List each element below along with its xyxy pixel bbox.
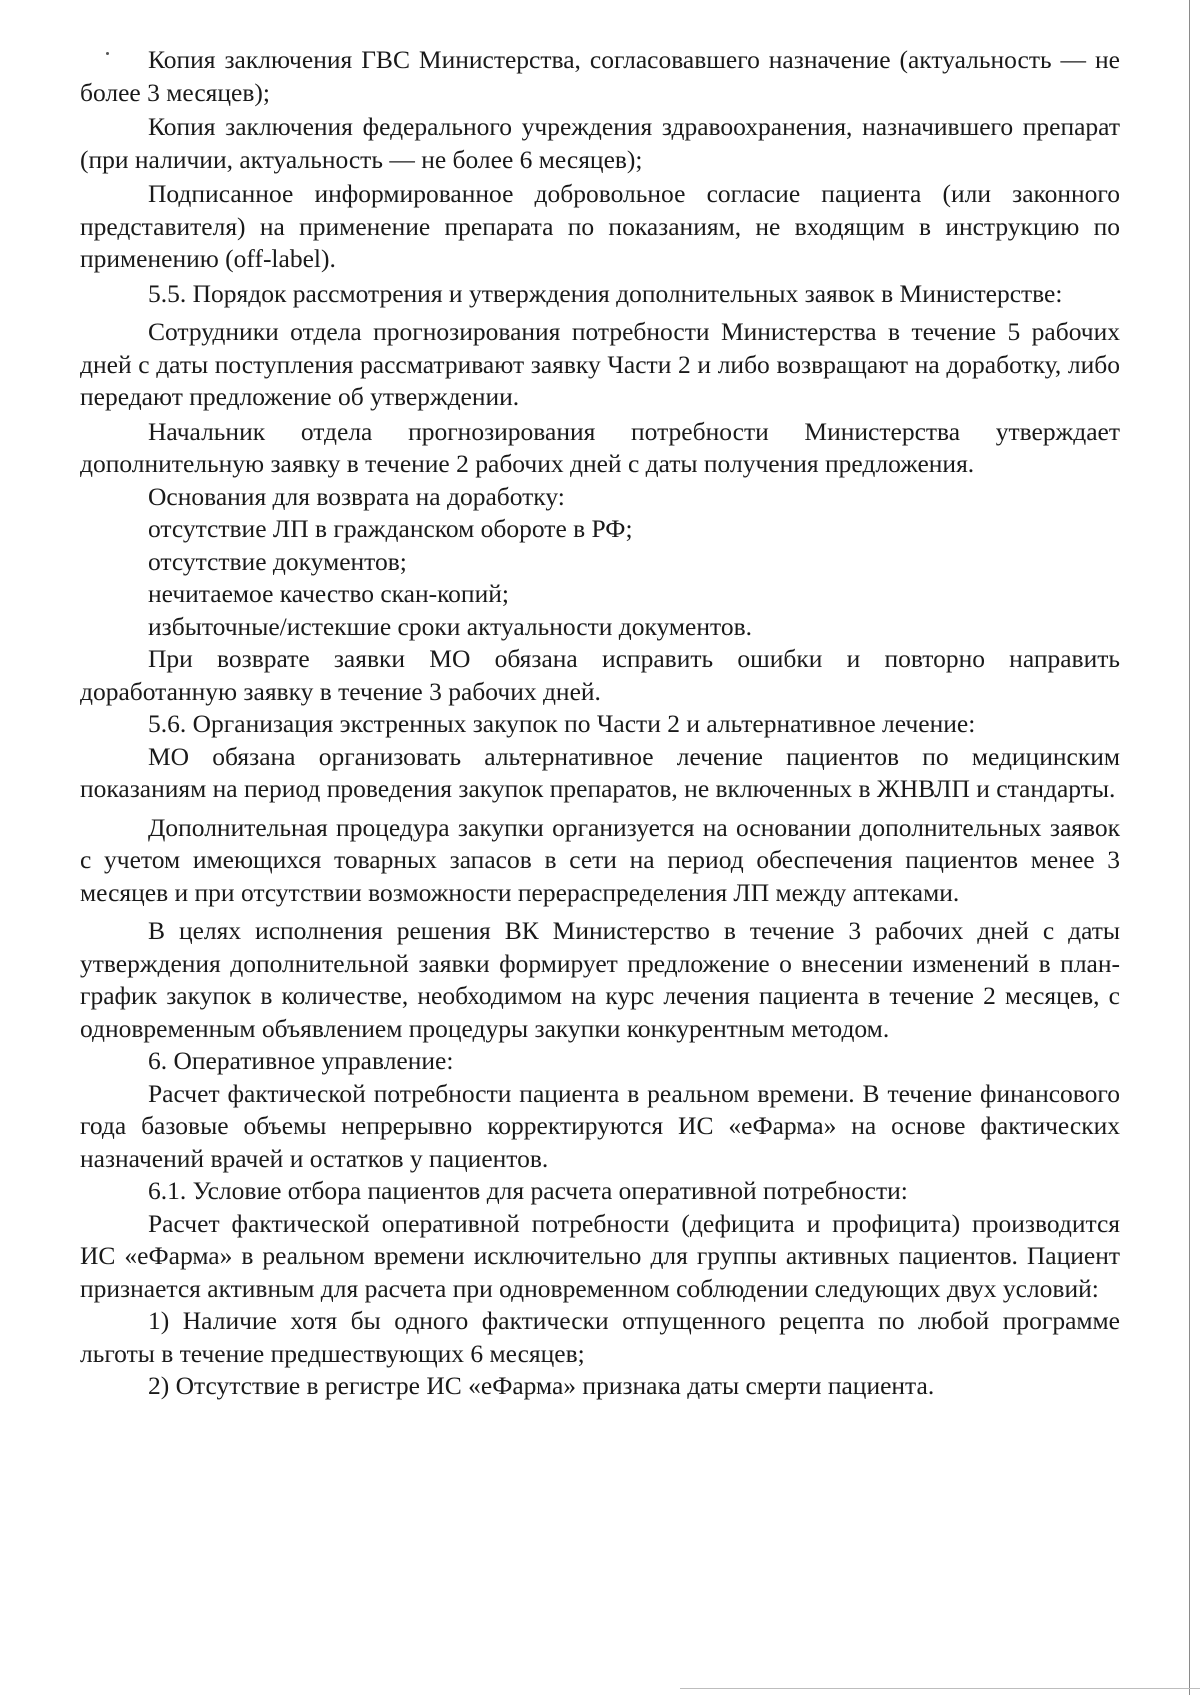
paragraph-gvs-conclusion: Копия заключения ГВС Министерства, согласовавшего назначение (актуальность — не более 3 месяцев);: [80, 45, 1120, 107]
document-body: [80, 44, 1120, 1403]
paragraph-informed-consent: Подписанное информированное добровольное согласие пациента (или законного представителя) на применение препарата по показаниям, не входящим в инструкцию по применению (off-label).: [80, 179, 1120, 273]
list-item-condition-1: 1) Наличие хотя бы одного фактически отпущенного рецепта по любой программе льготы в течение предшествующих 6 месяцев;: [80, 1306, 1120, 1368]
section-heading-6-1: 6.1. Условие отбора пациентов для расчета оперативной потребности:: [148, 1176, 908, 1205]
list-item-condition-2: 2) Отсутствие в регистре ИС «еФарма» признака даты смерти пациента.: [148, 1371, 935, 1400]
paragraph-review-staff: Сотрудники отдела прогнозирования потребности Министерства в течение 5 рабочих дней с даты поступления рассматривают заявку Части 2 и либо возвращают на доработку, либо передают предложение об утверждении.: [80, 317, 1120, 411]
paragraph-return-correction: При возврате заявки МО обязана исправить ошибки и повторно направить доработанную заявку в течение 3 рабочих дней.: [80, 644, 1120, 706]
paragraph-additional-procurement: Дополнительная процедура закупки организуется на основании дополнительных заявок с учетом имеющихся товарных запасов в сети на период обеспечения пациентов менее 3 месяцев и при отсутствии возможности перераспределения ЛП между аптеками.: [80, 812, 1120, 907]
scan-bottom-line: [680, 1688, 1200, 1689]
list-item-expired-documents: избыточные/истекшие сроки актуальности документов.: [148, 611, 752, 641]
paragraph-active-patients: Расчет фактической оперативной потребности (дефицита и профицита) производится ИС «еФарма» в реальном времени исключительно для группы активных пациентов. Пациент признается активным для расчета при одновременном соблюдении следующих двух условий:: [80, 1208, 1120, 1303]
section-heading-5-6: 5.6. Организация экстренных закупок по Части 2 и альтернативное лечение:: [148, 709, 976, 738]
list-item-no-documents: отсутствие документов;: [148, 546, 407, 576]
paragraph-vk-decision: В целях исполнения решения ВК Министерство в течение 3 рабочих дней с даты утверждения дополнительной заявки формирует предложение о внесении изменений в план-график закупок в количестве, необходимом на курс лечения пациента в течение 2 месяцев, с одновременным объявлением процедуры закупки конкурентным методом.: [80, 916, 1120, 1043]
section-heading-5-5: 5.5. Порядок рассмотрения и утверждения дополнительных заявок в Министерстве:: [148, 278, 1063, 308]
paragraph-federal-conclusion: Копия заключения федерального учреждения здравоохранения, назначившего препарат (при наличии, актуальность — не более 6 месяцев);: [80, 112, 1120, 174]
paragraph-actual-demand: Расчет фактической потребности пациента в реальном времени. В течение финансового года базовые объемы непрерывно корректируются ИС «еФарма» на основе фактических назначений врачей и остатков у пациентов.: [80, 1078, 1120, 1173]
section-heading-6: 6. Оперативное управление:: [148, 1046, 454, 1075]
list-item-unreadable-scans: нечитаемое качество скан-копий;: [148, 579, 509, 608]
list-item-no-circulation: отсутствие ЛП в гражданском обороте в РФ;: [148, 514, 633, 543]
paragraph-alternative-treatment: МО обязана организовать альтернативное лечение пациентов по медицинским показаниям на период проведения закупок препаратов, не включенных в ЖНВЛП и стандарты.: [80, 741, 1120, 803]
paragraph-head-approval: Начальник отдела прогнозирования потребности Министерства утверждает дополнительную заявку в течение 2 рабочих дней с даты получения предложения.: [80, 416, 1120, 478]
paragraph-return-grounds: Основания для возврата на доработку:: [148, 481, 565, 511]
scan-edge-line: [1189, 0, 1190, 1695]
